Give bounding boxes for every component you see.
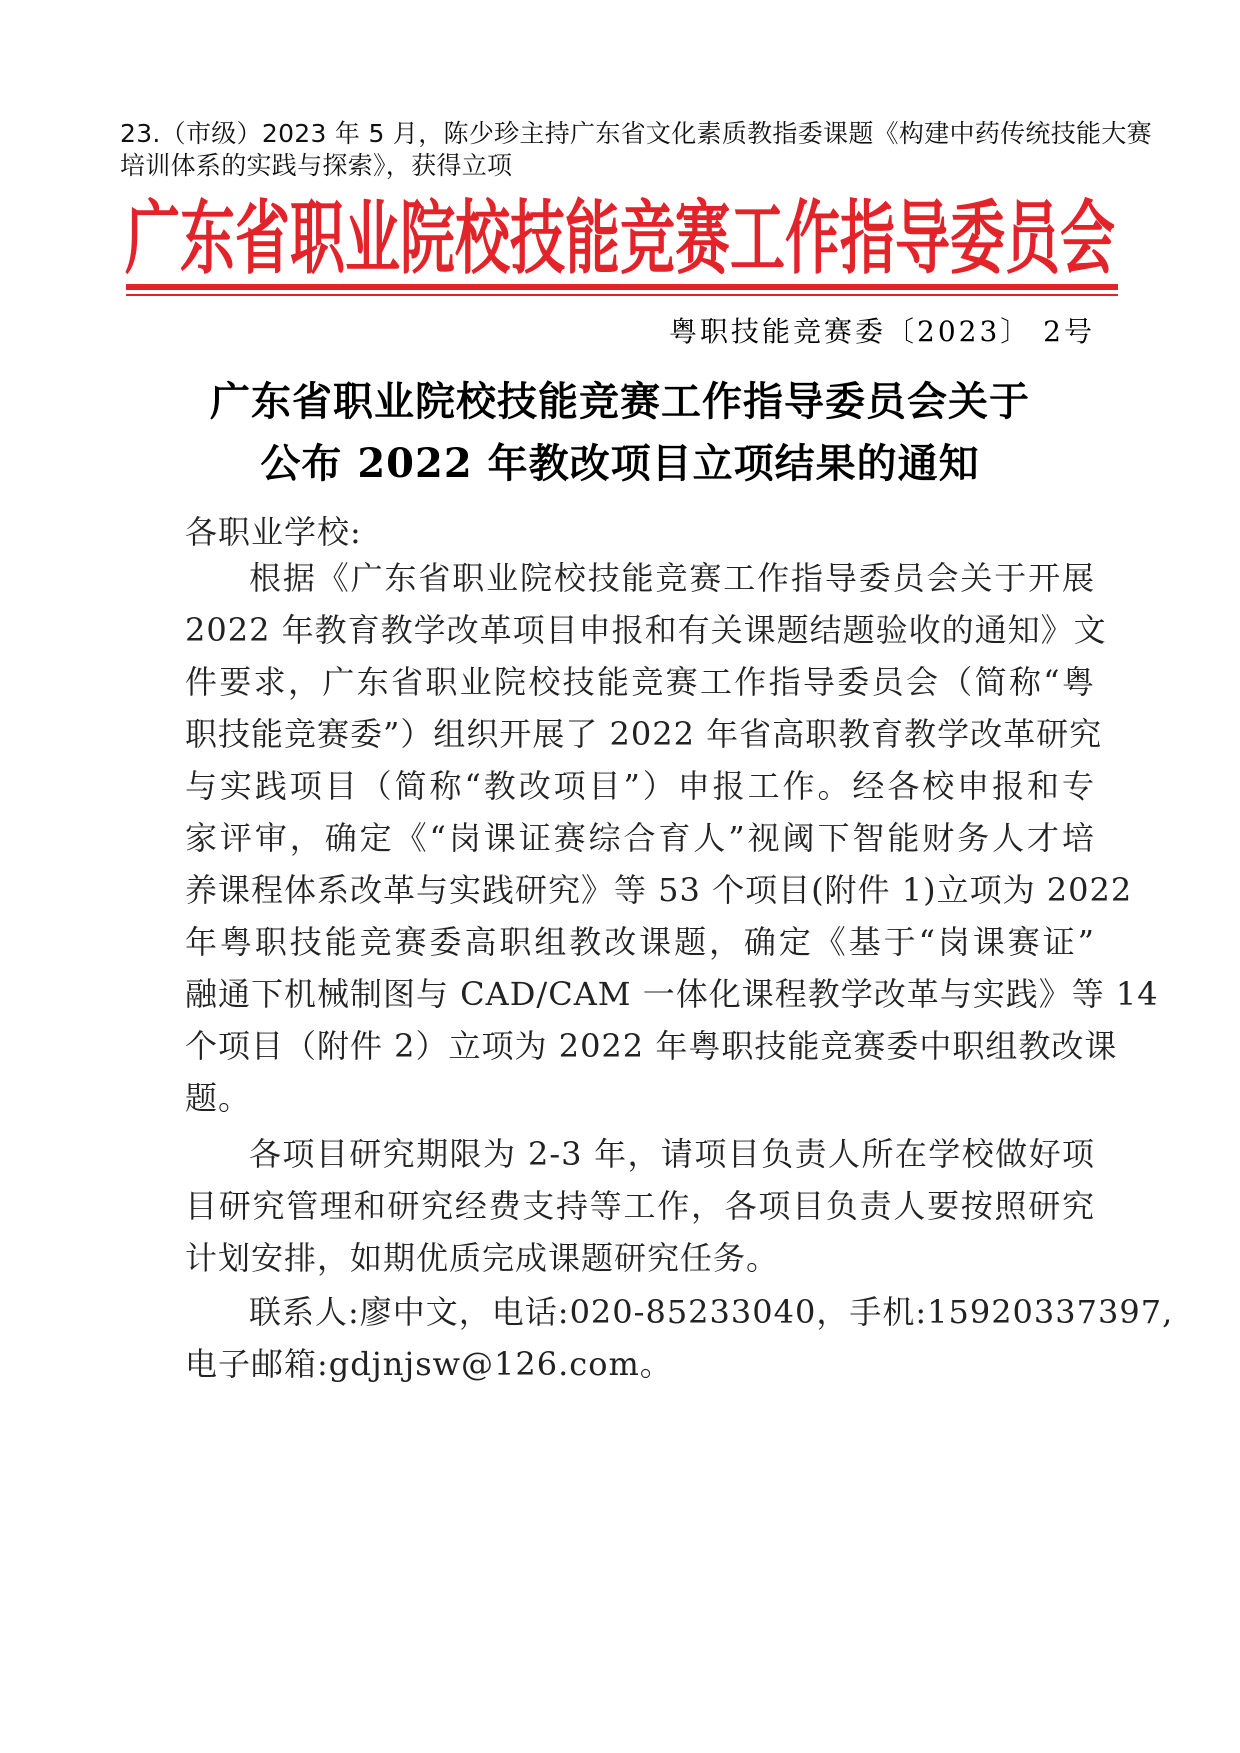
body-line: 2022 年教育教学改革项目申报和有关课题结题验收的通知》文: [185, 611, 1107, 649]
caption: [120, 118, 1152, 182]
body-line: 养课程体系改革与实践研究》等 53 个项目(附件 1)立项为 2022: [185, 871, 1133, 909]
header-rule-thin: [126, 294, 1118, 296]
org-letterhead: [120, 192, 1120, 284]
body-line: 目研究管理和研究经费支持等工作，各项目负责人要按照研究: [185, 1187, 1095, 1225]
org-name: 广东省职业院校技能竞赛工作指导委员会: [125, 192, 1115, 284]
caption-line: 培训体系的实践与探索》，获得立项: [120, 151, 513, 180]
document-title-line: 公布 2022 年教改项目立项结果的通知: [260, 440, 980, 487]
header-rule-thick: [126, 284, 1118, 290]
body-line: 年粤职技能竞赛委高职组教改课题，确定《基于“岗课赛证”: [185, 923, 1095, 961]
body-line: 职技能竞赛委”）组织开展了 2022 年省高职教育教学改革研究: [185, 715, 1103, 753]
document-title-line: 广东省职业院校技能竞赛工作指导委员会关于: [210, 378, 1030, 425]
caption-line: 23.（市级）2023 年 5 月，陈少珍主持广东省文化素质教指委课题《构建中药传统技能大赛: [120, 119, 1152, 148]
body-line: 各项目研究期限为 2-3 年，请项目负责人所在学校做好项: [249, 1135, 1095, 1173]
body-line: 与实践项目（简称“教改项目”）申报工作。经各校申报和专: [185, 767, 1095, 805]
body-line: 件要求，广东省职业院校技能竞赛工作指导委员会（简称“粤: [185, 663, 1095, 701]
document-number: 粤职技能竞赛委〔2023〕 2号: [669, 315, 1095, 348]
contact-line: 联系人:廖中文，电话:020-85233040，手机:15920337397,: [249, 1293, 1174, 1331]
body-line: 计划安排，如期优质完成课题研究任务。: [185, 1239, 780, 1277]
body-line: 根据《广东省职业院校技能竞赛工作指导委员会关于开展: [249, 559, 1095, 597]
contact-email-line: 电子邮箱:gdjnjsw@126.com。: [185, 1345, 673, 1383]
org-letterhead-svg: [120, 192, 1120, 284]
salutation: 各职业学校:: [185, 513, 362, 551]
body-line: 家评审，确定《“岗课证赛综合育人”视阈下智能财务人才培: [185, 819, 1095, 857]
body-line: 融通下机械制图与 CAD/CAM 一体化课程教学改革与实践》等 14: [185, 975, 1159, 1013]
body-line: 个项目（附件 2）立项为 2022 年粤职技能竞赛委中职组教改课: [185, 1027, 1118, 1065]
body-line: 题。: [185, 1079, 252, 1117]
